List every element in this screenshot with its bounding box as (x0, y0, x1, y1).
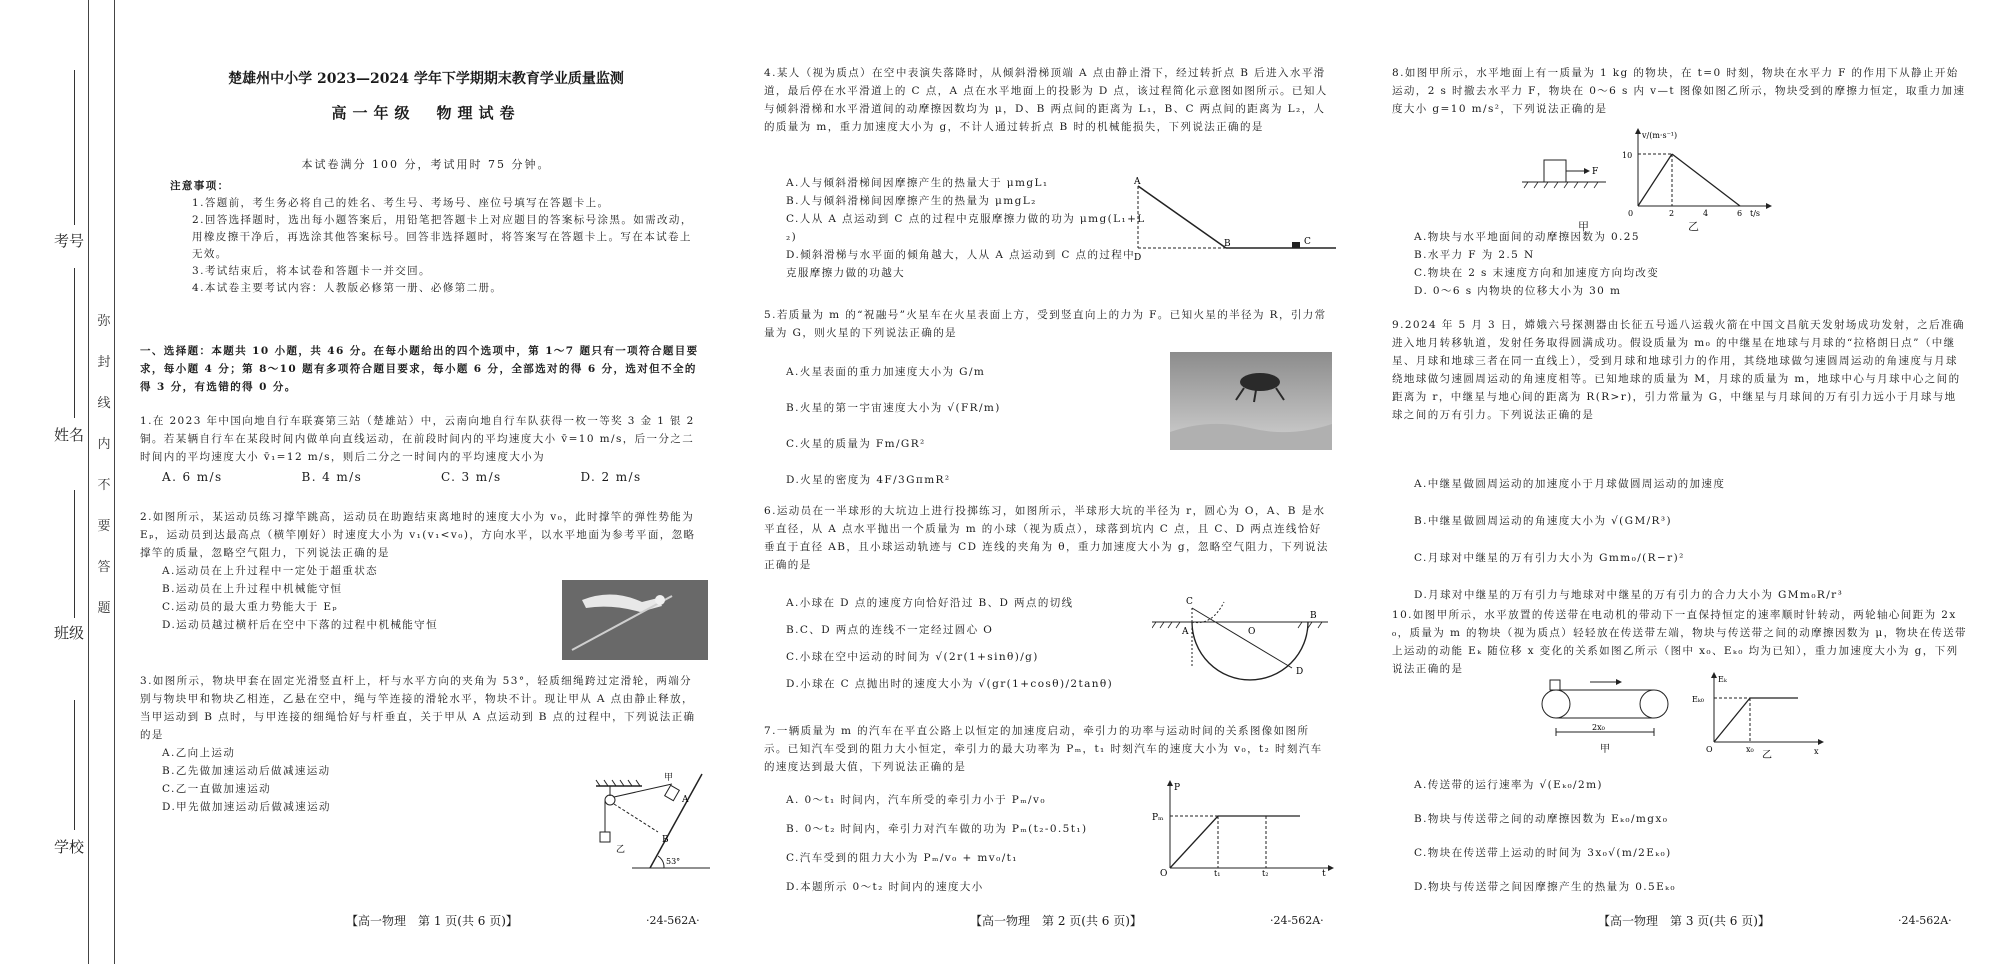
question-text: 5.若质量为 m 的“祝融号”火星车在火星表面上方，受到竖直向上的力为 F。已知火星的半径为 R，引力常量为 G，则火星的下列说法正确的是 (764, 309, 1327, 339)
page-footer: 【高一物理 第 3 页(共 6 页)】 (1598, 914, 1770, 928)
question-7 (764, 722, 1332, 776)
q6-options (786, 590, 1186, 698)
option-d[interactable]: D. 0～6 s 内物块的位移大小为 30 m (1414, 285, 1622, 297)
page-footer: 【高一物理 第 2 页(共 6 页)】 (970, 914, 1142, 928)
option-b[interactable]: B.火星的第一宇宙速度大小为 √(FR/m) (786, 402, 1001, 414)
seal-text: 弥 封 线 内 不 要 答 题 (97, 314, 111, 616)
question-text: 6.运动员在一半球形的大坑边上进行投掷练习，如图所示，半球形大坑的半径为 r，圆心为 O，A、B 是水平直径，从 A 点水平抛出一个质量为 m 的小球（视为质点），球落到坑内 C 点，且 C、D 两点连线恰好垂直于直径 AB，且小球运动轨迹与 CD 连线的夹角为 θ，重力加速度大小为 g，忽略空气阻力，下列说法正确的是 (764, 505, 1329, 571)
page-code: ·24-562A· (1270, 914, 1324, 927)
name-blank (74, 268, 75, 418)
tick-2: 2 (1669, 209, 1675, 218)
q5-options (786, 354, 1166, 498)
option-c[interactable]: C.物块在 2 s 末速度方向和加速度方向均改变 (1414, 267, 1660, 279)
option-b[interactable]: B.运动员在上升过程中机械能守恒 (162, 583, 343, 595)
tick-x0: x₀ (1746, 745, 1754, 754)
notice-item: 1.答题前，考生务必将自己的姓名、考生号、考场号、座位号填写在答题卡上。 (192, 197, 610, 209)
label-o: O (1248, 627, 1256, 637)
label-yi: 乙 (616, 845, 626, 855)
question-8 (1392, 64, 1968, 118)
notice-item: 4.本试卷主要考试内容：人教版必修第一册、必修第二册。 (192, 282, 503, 294)
exam-number-blank (74, 70, 75, 225)
origin: O (1706, 745, 1713, 754)
question-text: 10.如图甲所示，水平放置的传送带在电动机的带动下一直保持恒定的速率顺时针转动，两轮轴心间距为 2x₀，质量为 m 的物块（视为质点）轻轻放在传送带左端，物块与传送带之间的动摩擦因数为 μ，物块在传送带上运动的动能 Eₖ 随位移 x 变化的关系如图乙所示（图中 x₀、Eₖ₀ 均为已知），重力加速度大小为 g，下列说法正确的是 (1392, 609, 1967, 675)
option-c[interactable]: C.小球在空中运动的时间为 √(2r(1+sinθ)/g) (786, 651, 1039, 663)
option-d[interactable]: D.火星的密度为 4F/3GπmR² (786, 474, 951, 486)
fig-caption-b: 乙 (1762, 750, 1772, 760)
option-a[interactable]: A.乙向上运动 (162, 747, 236, 759)
q10-figure (1528, 672, 1828, 760)
option-b[interactable]: B. 4 m/s (301, 470, 363, 484)
label-b: B (1310, 611, 1317, 621)
q3-diagram (592, 772, 712, 872)
option-b[interactable]: B.水平力 F 为 2.5 N (1414, 249, 1535, 261)
axis-p: P (1174, 783, 1181, 793)
tick-ek0: Eₖ₀ (1692, 695, 1704, 704)
option-b[interactable]: B. 0～t₂ 时间内，牵引力对汽车做的功为 Pₘ(t₂-0.5t₁) (786, 823, 1088, 835)
label-c: C (1186, 597, 1193, 607)
label-d: D (1134, 253, 1142, 263)
option-c[interactable]: C. 3 m/s (440, 470, 502, 484)
option-a[interactable]: A.物块与水平地面间的动摩擦因数为 0.25 (1414, 231, 1640, 243)
fig-caption-a: 甲 (1600, 744, 1610, 755)
binding-gutter (0, 0, 116, 964)
option-c[interactable]: C.乙一直做加速运动 (162, 783, 271, 795)
origin: O (1160, 869, 1168, 876)
q4-diagram (1132, 174, 1340, 264)
mars-rover-photo (1170, 352, 1332, 450)
option-d[interactable]: D.运动员越过横杆后在空中下落的过程中机械能守恒 (162, 619, 438, 631)
class-label: 班级 (54, 624, 85, 642)
axis-v: v/(m·s⁻¹) (1642, 131, 1678, 140)
page-2 (764, 0, 1336, 964)
option-b[interactable]: B.物块与传送带之间的动摩擦因数为 Eₖ₀/mgx₀ (1414, 813, 1669, 825)
tick-4: 4 (1703, 209, 1709, 218)
tick-t1: t₁ (1214, 869, 1221, 876)
exam-subtitle: 高一年级 物理试卷 (331, 104, 521, 122)
exam-title: 楚雄州中小学 2023—2024 学年下学期期末教育学业质量监测 (228, 71, 624, 87)
page-1 (140, 0, 712, 964)
label-jia: 甲 (664, 773, 674, 783)
option-c[interactable]: C.运动员的最大重力势能大于 Eₚ (162, 601, 338, 613)
exam-meta: 本试卷满分 100 分，考试用时 75 分钟。 (301, 158, 551, 171)
label-f: F (1592, 167, 1599, 177)
option-b[interactable]: B.乙先做加速运动后做减速运动 (162, 765, 331, 777)
fig-caption-b: 乙 (1688, 220, 1699, 233)
class-blank (74, 490, 75, 618)
option-d[interactable]: D.小球在 C 点抛出时的速度大小为 √(gr(1+cosθ)/2tanθ) (786, 678, 1114, 690)
q4-options (786, 174, 1146, 282)
axis-ek: Eₖ (1718, 675, 1727, 684)
q9-options (1414, 466, 1954, 614)
q7-graph (1150, 780, 1334, 876)
tick-10: 10 (1622, 151, 1633, 160)
exam-number-label: 考号 (54, 232, 85, 250)
label-c: C (1304, 237, 1311, 247)
question-text: 4.某人（视为质点）在空中表演失落降时，从倾斜滑梯顶端 A 点由静止滑下，经过转折点 B 后进入水平滑道，最后停在水平滑道上的 C 点，A 点在水平地面上的投影为 D 点，该过程简化示意图如图所示。已知人与倾斜滑梯和水平滑道间的动摩擦因数均为 μ，D、B 两点间的距离为 L₁，B、C 两点间的距离为 L₂，人的质量为 m，重力加速度大小为 g，不计人通过转折点 B 时的机械能损失，下列说法正确的是 (764, 67, 1328, 133)
option-b[interactable]: B.中继星做圆周运动的角速度大小为 √(GM/R³) (1414, 515, 1672, 527)
page-code: ·24-562A· (646, 914, 700, 927)
option-a[interactable]: A. 0～t₁ 时间内，汽车所受的牵引力小于 Pₘ/v₀ (786, 794, 1046, 806)
q8-vt-graph (1622, 128, 1772, 218)
option-a[interactable]: A.人与倾斜滑梯间因摩擦产生的热量大于 μmgL₁ (786, 177, 1049, 189)
label-a: A (1134, 177, 1141, 187)
option-a[interactable]: A.传送带的运行速率为 √(Eₖ₀/2m) (1414, 779, 1603, 791)
option-c[interactable]: C.汽车受到的阻力大小为 Pₘ/v₀ + mv₀/t₁ (786, 852, 1018, 864)
gutter-line-outer (114, 0, 115, 964)
q6-diagram (1152, 592, 1332, 688)
page-code: ·24-562A· (1898, 914, 1952, 927)
tick-pm: Pₘ (1152, 813, 1164, 823)
question-text: 2.如图所示，某运动员练习撑竿跳高，运动员在助跑结束离地时的速度大小为 v₀，此时撑竿的弹性势能为 Eₚ，运动员到达最高点（横竿刚好）时速度大小为 v₁(v₁<v₀)，方向水平，以水平地面为参考平面，忽略撑竿的质量，忽略空气阻力，下列说法正确的是 (140, 511, 696, 559)
question-text: 8.如图甲所示，水平地面上有一质量为 1 kg 的物块，在 t=0 时刻，物块在水平力 F 的作用下从静止开始运动，2 s 时撤去水平力 F，物块在 0～6 s 内 v—t 图像如图乙所示，物块受到的摩擦力恒定，取重力加速度大小 g=10 m/s²，下列说法正确的是 (1392, 67, 1966, 115)
question-text: 7.一辆质量为 m 的汽车在平直公路上以恒定的加速度启动，牵引力的功率与运动时间的关系图像如图所示。已知汽车受到的阻力大小恒定，牵引力的最大功率为 Pₘ，t₁ 时刻汽车的速度大小为 v₀，t₂ 时刻汽车的速度达到最大值，下列说法正确的是 (764, 725, 1323, 773)
option-a[interactable]: A.小球在 D 点的速度方向恰好沿过 B、D 两点的切线 (786, 597, 1074, 609)
page-3 (1392, 0, 1972, 964)
label-b: B (1224, 239, 1231, 249)
q1-options (162, 468, 700, 486)
axis-t: t (1322, 869, 1326, 876)
name-label: 姓名 (54, 426, 85, 444)
option-d[interactable]: D.甲先做加速运动后做减速运动 (162, 801, 331, 813)
question-text: 3.如图所示，物块甲套在固定光滑竖直杆上，杆与水平方向的夹角为 53°，轻质细绳跨过定滑轮，两端分别与物块甲和物块乙相连，乙悬在空中，绳与竿连接的滑轮水平，物块不计。现让甲从 A 点由静止释放，当甲运动到 B 点时，与甲连接的细绳恰好与杆垂直，关于甲从 A 点运动到 B 点的过程中，下列说法正确的是 (140, 675, 696, 741)
option-c[interactable]: C.火星的质量为 Fm/GR² (786, 438, 926, 450)
q8-options (1414, 228, 1934, 300)
question-text: 9.2024 年 5 月 3 日，嫦娥六号探测器由长征五号遥八运载火箭在中国文昌航天发射场成功发射，之后准确进入地月转移轨道，发射任务取得圆满成功。假设质量为 m₀ 的中继星在地球与月球的“拉格朗日点”（中继星、月球和地球三者在同一直线上），受到月球和地球引力的作用，其绕地球做匀速圆周运动的角速度与月球绕地球做匀速圆周运动的角速度相等。已知地球的质量为 M，月球的质量为 m，地球中心与月球中心之间的距离为 r，中继星与地心间的距离为 R(R>r)，引力常量为 G，中继星与月球间的万有引力远小于月球与地球之间的万有引力。下列说法正确的是 (1392, 319, 1965, 421)
fig-caption-a: 甲 (1578, 220, 1589, 233)
question-6 (764, 502, 1332, 574)
label-b: B (662, 835, 669, 845)
q10-options (1414, 768, 1954, 904)
tick-t2: t₂ (1262, 869, 1269, 876)
school-label: 学校 (54, 838, 85, 856)
notice-block (170, 178, 700, 297)
option-b[interactable]: B.C、D 两点的连线不一定经过圆心 O (786, 624, 994, 636)
q7-options (786, 786, 1186, 902)
option-d[interactable]: D.物块与传送带之间因摩擦产生的热量为 0.5Eₖ₀ (1414, 881, 1677, 893)
option-d[interactable]: D. 2 m/s (580, 470, 642, 484)
question-1 (140, 412, 700, 486)
axis-t: t/s (1750, 209, 1761, 218)
question-10 (1392, 606, 1968, 678)
notice-item: 2.回答选择题时，选出每小题答案后，用铅笔把答题卡上对应题目的答案标号涂黑。如需改动，用橡皮擦干净后，再选涂其他答案标号。回答非选择题时，将答案写在答题卡上。写在本试卷上无效。 (192, 214, 693, 260)
option-c[interactable]: C.物块在传送带上运动的时间为 3x₀√(m/2Eₖ₀) (1414, 847, 1672, 859)
axis-x: x (1814, 747, 1819, 756)
question-5 (764, 306, 1332, 342)
pole-vault-photo (562, 580, 708, 660)
option-a[interactable]: A.火星表面的重力加速度大小为 G/m (786, 366, 986, 378)
page-footer: 【高一物理 第 1 页(共 6 页)】 (346, 914, 518, 928)
option-c[interactable]: C.月球对中继星的万有引力大小为 Gmm₀/(R−r)² (1414, 552, 1685, 564)
option-a[interactable]: A.中继星做圆周运动的加速度小于月球做圆周运动的加速度 (1414, 478, 1726, 490)
question-9 (1392, 316, 1968, 424)
gutter-line (88, 0, 89, 964)
label-angle: 53° (666, 857, 681, 866)
question-4 (764, 64, 1332, 136)
notice-heading: 注意事项： (170, 180, 230, 192)
option-d[interactable]: D.倾斜滑梯与水平面的倾角越大，人从 A 点运动到 C 点的过程中克服摩擦力做的功越大 (786, 249, 1136, 279)
label-a: A (682, 795, 689, 805)
q8-fig-a (1522, 128, 1606, 198)
question-text: 1.在 2023 年中国向地自行车联赛第三站（楚雄站）中，云南向地自行车队获得一枚一等奖 3 金 1 银 2 铜。若某辆自行车在某段时间内做单向直线运动，在前段时间内的平均速度大小 v̄=10 m/s，后一分之二时间内的平均速度大小 v̄₁=12 m/s，则后二分之一时间内的平均速度大小为 (140, 415, 695, 463)
tick-6: 6 (1737, 209, 1743, 218)
notice-item: 3.考试结束后，将本试卷和答题卡一并交回。 (192, 265, 431, 277)
label-d: D (1296, 667, 1304, 677)
option-d[interactable]: D.本题所示 0～t₂ 时间内的速度大小 (786, 881, 984, 893)
option-a[interactable]: A. 6 m/s (162, 470, 223, 484)
origin: 0 (1628, 209, 1634, 218)
section-heading: 一、选择题：本题共 10 小题，共 46 分。在每小题给出的四个选项中，第 1～7 题只有一项符合题目要求，每小题 4 分；第 8～10 题有多项符合题目要求，每小题 6 分，全部选对的得 6 分，选对但不全的得 3 分，有选错的得 0 分。 (140, 345, 699, 393)
option-d[interactable]: D.月球对中继星的万有引力与地球对中继星的万有引力的合力大小为 GMm₀R/r³ (1414, 589, 1844, 601)
span-label: 2x₀ (1592, 723, 1605, 732)
option-c[interactable]: C.人从 A 点运动到 C 点的过程中克服摩擦力做的功为 μmg(L₁+L₂) (786, 213, 1146, 243)
option-b[interactable]: B.人与倾斜滑梯间因摩擦产生的热量为 μmgL₂ (786, 195, 1037, 207)
school-blank (74, 700, 75, 830)
option-a[interactable]: A.运动员在上升过程中一定处于超重状态 (162, 565, 379, 577)
label-a: A (1182, 627, 1189, 637)
